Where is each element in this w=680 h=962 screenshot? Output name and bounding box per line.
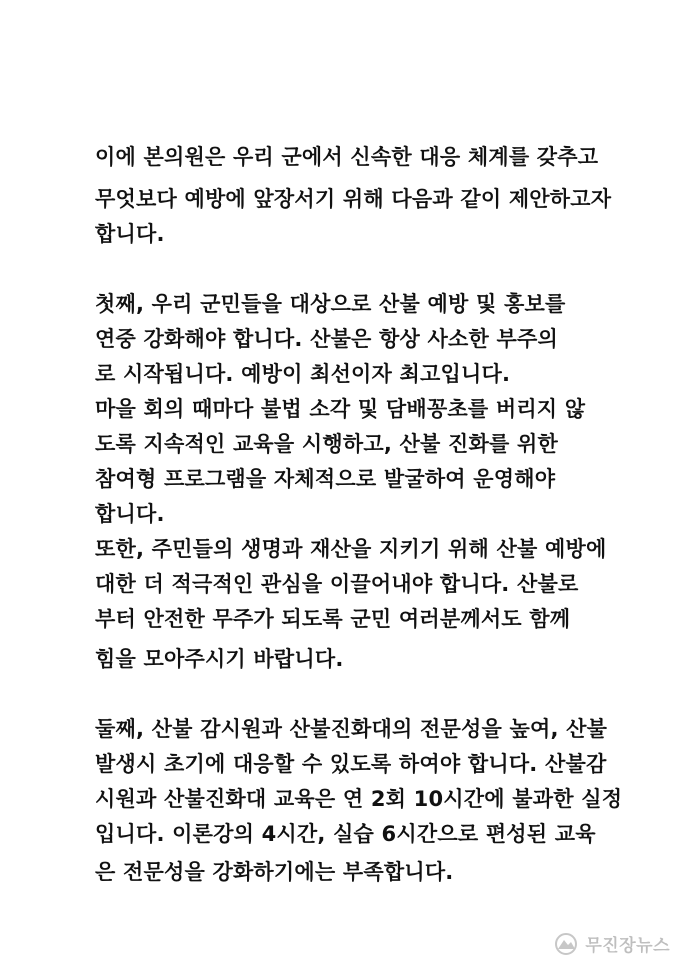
paragraph-2-line-11: 힘을 모아주시기 바랍니다. [95,647,344,671]
watermark-text: 무진장뉴스 [585,936,670,956]
paragraph-1-line-3: 합니다. [95,222,165,246]
paragraph-2-line-3: 로 시작됩니다. 예방이 최선이자 최고입니다. [95,362,511,386]
paragraph-2-line-6: 참여형 프로그램을 자체적으로 발굴하여 운영해야 [95,467,556,491]
paragraph-1-line-1: 이에 본의원은 우리 군에서 신속한 대응 체계를 갖추고 [95,145,599,169]
paragraph-2-line-4: 마을 회의 때마다 불법 소각 및 담배꽁초를 버리지 않 [95,397,586,421]
paragraph-3-line-5: 은 전문성을 강화하기에는 부족합니다. [95,860,454,884]
paragraph-3-line-1: 둘째, 산불 감시원과 산불진화대의 전문성을 높여, 산불 [95,717,608,741]
paragraph-3-line-4: 입니다. 이론강의 4시간, 실습 6시간으로 편성된 교육 [95,822,596,846]
watermark [553,931,670,956]
paragraph-1-line-2: 무엇보다 예방에 앞장서기 위해 다음과 같이 제안하고자 [95,187,612,211]
paragraph-2-line-9: 대한 더 적극적인 관심을 이끌어내야 합니다. 산불로 [95,572,579,596]
paragraph-2-line-1: 첫째, 우리 군민들을 대상으로 산불 예방 및 홍보를 [95,292,566,316]
paragraph-3-line-3: 시원과 산불진화대 교육은 연 2회 10시간에 불과한 실정 [95,787,623,811]
paragraph-2-line-2: 연중 강화해야 합니다. 산불은 항상 사소한 부주의 [95,327,558,351]
paragraph-3-line-2: 발생시 초기에 대응할 수 있도록 하여야 합니다. 산불감 [95,752,607,776]
paragraph-2-line-8: 또한, 주민들의 생명과 재산을 지키기 위해 산불 예방에 [95,537,607,561]
paragraph-2-line-10: 부터 안전한 무주가 되도록 군민 여러분께서도 함께 [95,607,571,631]
mountain-logo-icon [553,933,579,955]
paragraph-2-line-7: 합니다. [95,502,165,526]
paragraph-2-line-5: 도록 지속적인 교육을 시행하고, 산불 진화를 위한 [95,432,558,456]
